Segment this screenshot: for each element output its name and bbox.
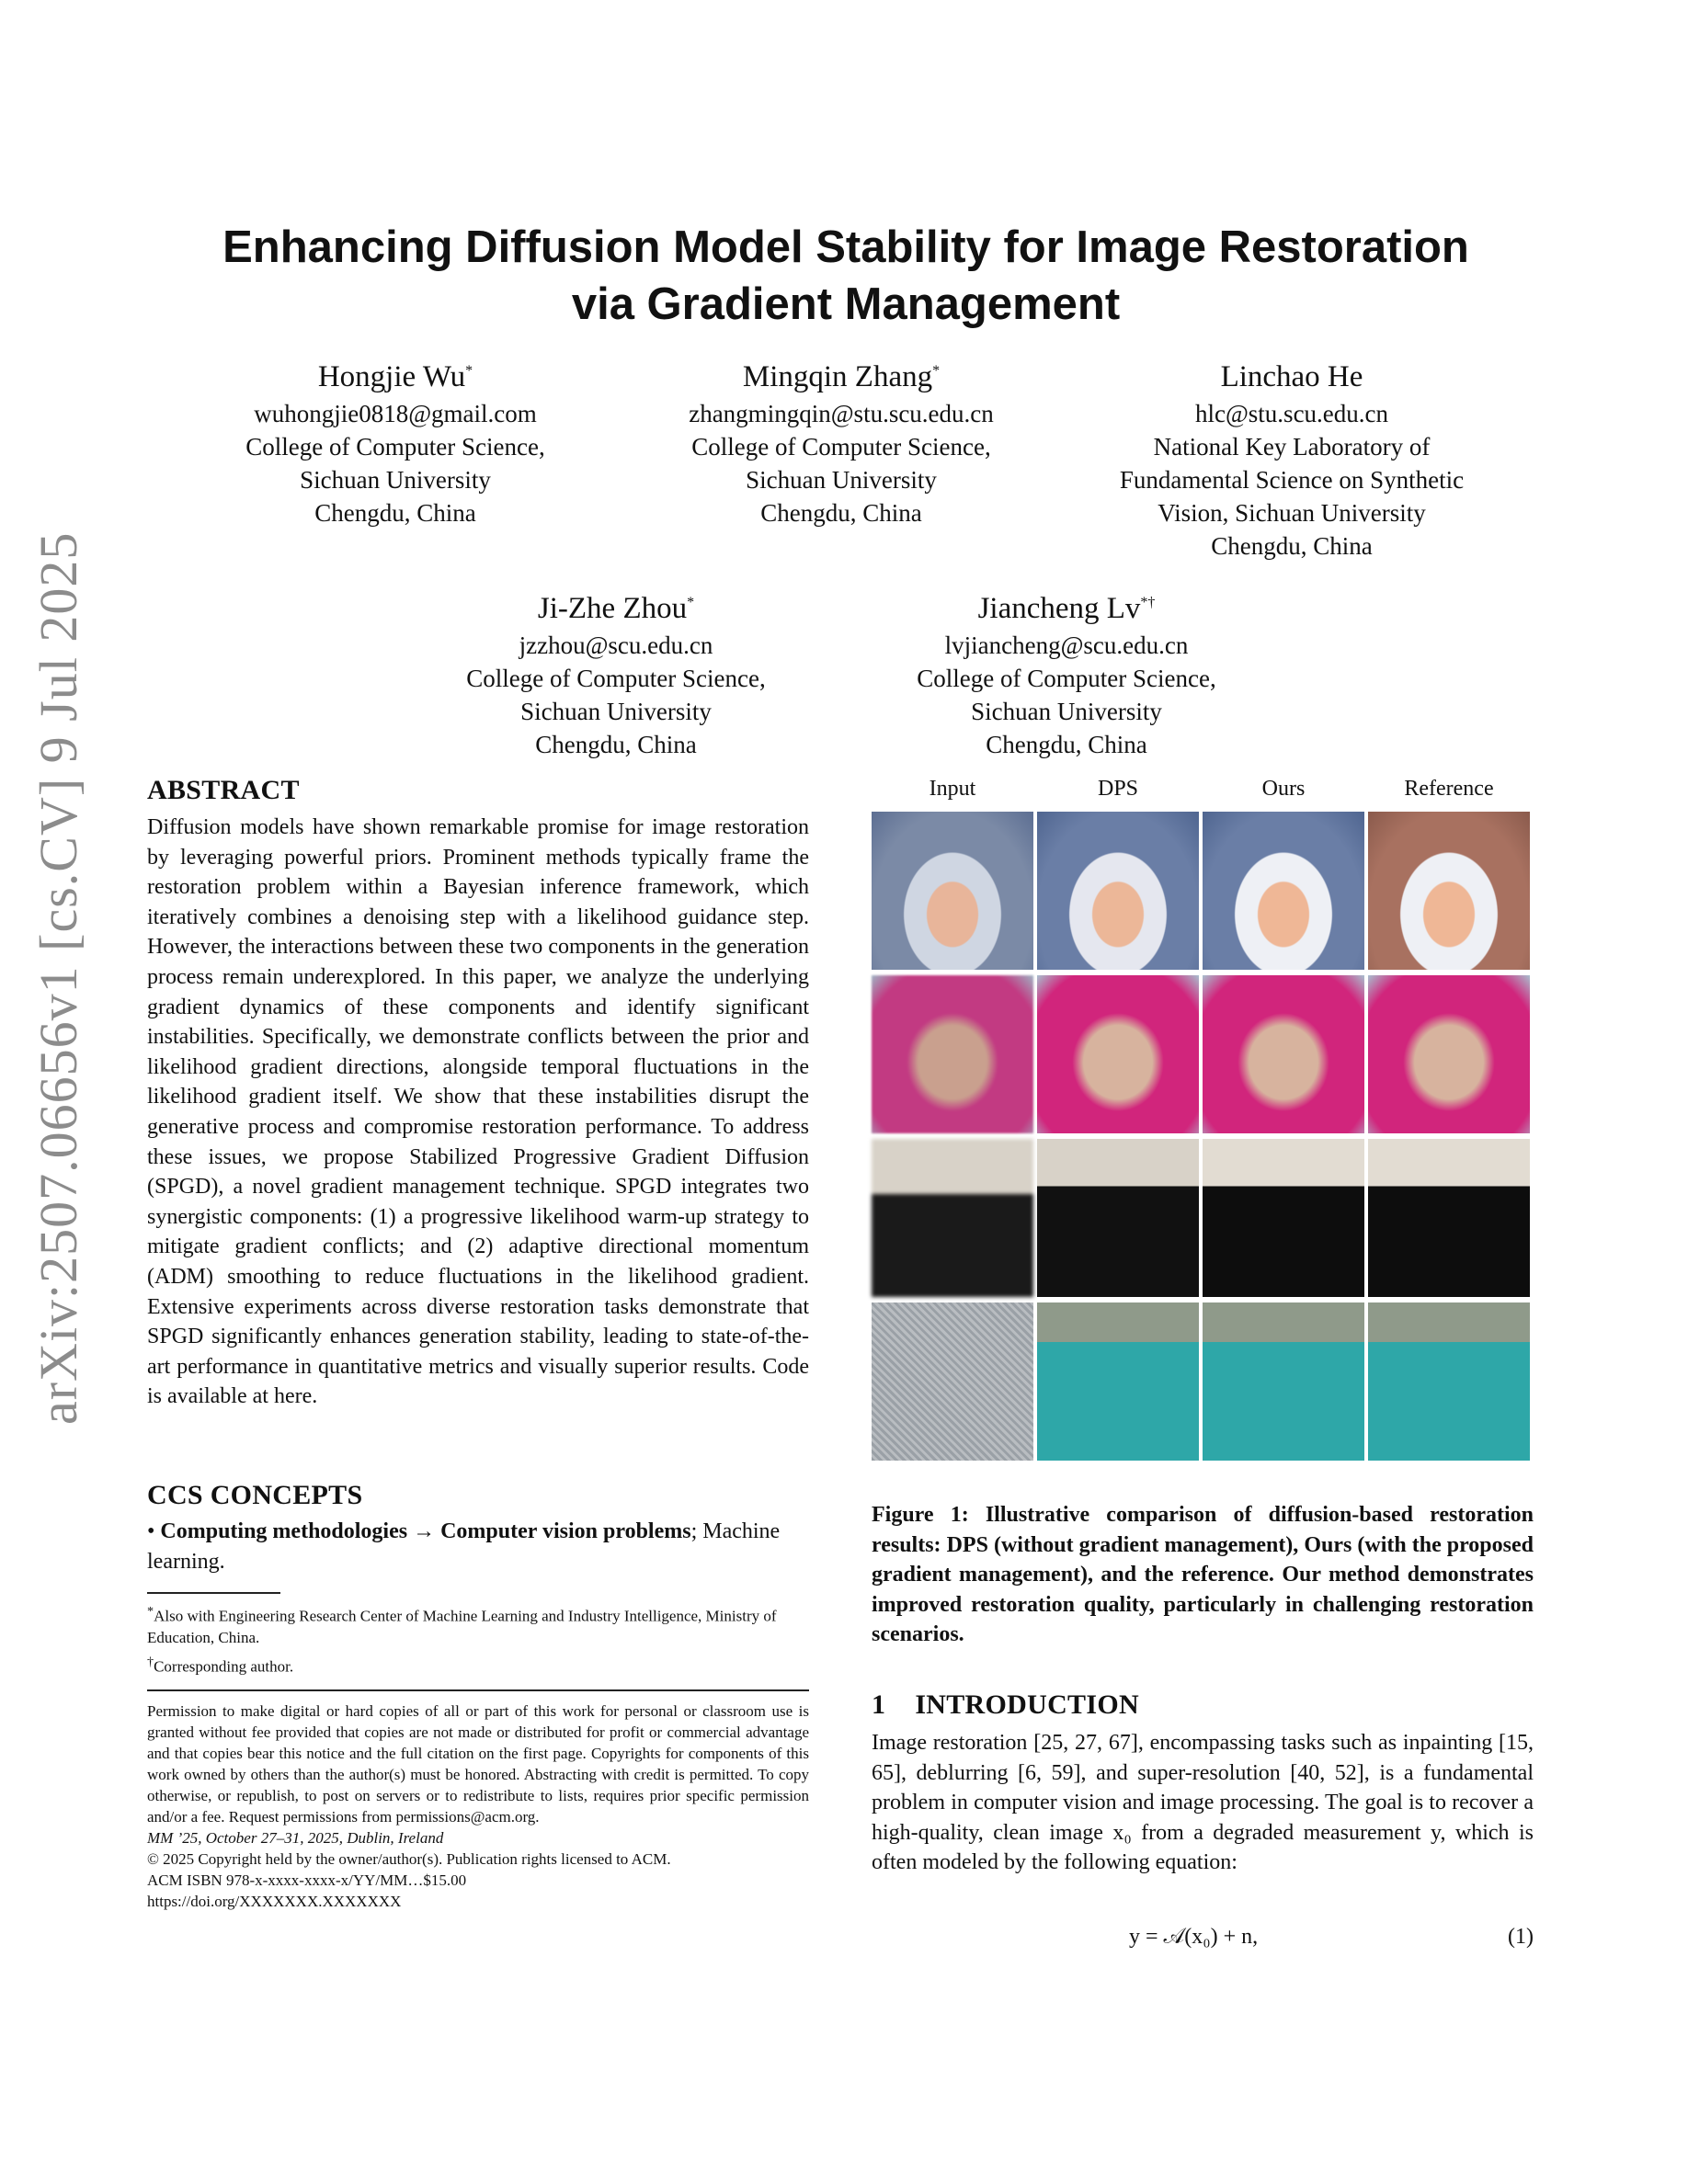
author-affiliation: Fundamental Science on Synthetic bbox=[1119, 466, 1465, 494]
figure-image-input-child bbox=[872, 975, 1033, 1133]
figure-column-label: Ours bbox=[1261, 777, 1306, 801]
author-affiliation: Sichuan University bbox=[300, 466, 491, 494]
permission-rule bbox=[147, 1689, 809, 1691]
footnote-mark: † bbox=[147, 1654, 154, 1669]
author-affiliation: Chengdu, China bbox=[535, 731, 697, 758]
ccs-concepts bbox=[147, 1517, 809, 1576]
figure-image-input-table bbox=[872, 1302, 1033, 1461]
author-name: Hongjie Wu bbox=[317, 360, 466, 393]
author-email[interactable]: lvjiancheng@scu.edu.cn bbox=[944, 631, 1189, 659]
author-block bbox=[873, 583, 1260, 761]
ccs-rest: ; Machine learning. bbox=[147, 1519, 781, 1574]
figure-image-input-router bbox=[872, 1139, 1033, 1297]
author-name: Ji-Zhe Zhou bbox=[537, 592, 688, 625]
footnotes bbox=[147, 1601, 809, 1677]
author-affiliation: College of Computer Science, bbox=[245, 433, 545, 461]
figure-image-ours-router bbox=[1203, 1139, 1364, 1297]
permission-block bbox=[147, 1701, 809, 1912]
author-name: Linchao He bbox=[1220, 360, 1363, 393]
author-affiliation: College of Computer Science, bbox=[917, 665, 1216, 692]
author-affiliation: Sichuan University bbox=[746, 466, 937, 494]
author-affiliation: Vision, Sichuan University bbox=[1158, 499, 1426, 527]
footnote-text: Also with Engineering Research Center of Machine Learning and Industry Intelligence, Ministry of Education, China. bbox=[147, 1607, 777, 1646]
ccs-bullet: • bbox=[147, 1519, 161, 1543]
author-block bbox=[648, 351, 1034, 529]
author-email[interactable]: wuhongjie0818@gmail.com bbox=[254, 400, 537, 427]
footnote-rule bbox=[147, 1592, 280, 1594]
paper-title bbox=[147, 219, 1545, 333]
abstract-heading: ABSTRACT bbox=[147, 775, 300, 805]
author-email[interactable]: hlc@stu.scu.edu.cn bbox=[1194, 400, 1389, 427]
figure-image-reference-child bbox=[1368, 975, 1530, 1133]
author-mark: * bbox=[687, 595, 695, 610]
author-affiliation: Sichuan University bbox=[971, 698, 1162, 725]
author-affiliation: Chengdu, China bbox=[314, 499, 476, 527]
isbn-text: ACM ISBN 978-x-xxxx-xxxx-x/YY/MM…$15.00 bbox=[147, 1871, 467, 1889]
author-mark: *† bbox=[1140, 595, 1156, 610]
figure-image-dps-child bbox=[1037, 975, 1199, 1133]
permission-text: Permission to make digital or hard copies of all or part of this work for personal or classroom use is granted without fee provided that copies are not made or distributed for profit or commercial advantage and that copies bear this notice and the full citation on the first page. Copyrights for components of this work owned by others than the author(s) must be honored. Abstracting with credit is permitted. To copy otherwise, or republish, to post on servers or to redistribute to lists, requires prior specific permission and/or a fee. Request permissions from permissions@acm.org. bbox=[147, 1702, 809, 1826]
doi-link[interactable]: https://doi.org/XXXXXXX.XXXXXXX bbox=[147, 1893, 402, 1910]
figure-image-reference-face bbox=[1368, 812, 1530, 970]
title-line-2: via Gradient Management bbox=[571, 279, 1121, 329]
figure-image-input-face bbox=[872, 812, 1033, 970]
figure-image-dps-router bbox=[1037, 1139, 1199, 1297]
author-mark: * bbox=[932, 363, 941, 379]
author-affiliation: Sichuan University bbox=[520, 698, 712, 725]
figure-image-reference-router bbox=[1368, 1139, 1530, 1297]
author-affiliation: College of Computer Science, bbox=[466, 665, 766, 692]
author-name: Mingqin Zhang bbox=[742, 360, 933, 393]
figure-image-ours-table bbox=[1203, 1302, 1364, 1461]
figure-column-label: Reference bbox=[1404, 777, 1494, 801]
equation-expression: y = 𝒜(x₀) + n, bbox=[1129, 1925, 1259, 1949]
figure-column-label: DPS bbox=[1097, 777, 1139, 801]
intro-heading-text: INTRODUCTION bbox=[915, 1689, 1139, 1720]
ccs-heading: CCS CONCEPTS bbox=[147, 1480, 363, 1510]
figure-image-reference-table bbox=[1368, 1302, 1530, 1461]
figure-1 bbox=[872, 777, 1534, 1475]
author-affiliation: Chengdu, China bbox=[986, 731, 1147, 758]
footnote-text: Corresponding author. bbox=[154, 1657, 294, 1676]
intro-number: 1 bbox=[872, 1689, 886, 1720]
footnote-1 bbox=[147, 1601, 809, 1648]
author-name: Jiancheng Lv bbox=[977, 592, 1141, 625]
footnote-mark: * bbox=[147, 1604, 154, 1619]
footnote-2 bbox=[147, 1652, 809, 1678]
author-email[interactable]: zhangmingqin@stu.scu.edu.cn bbox=[689, 400, 994, 427]
arxiv-side-label: arXiv:2507.06656v1 [cs.CV] 9 Jul 2025 bbox=[29, 531, 88, 1425]
equation-1 bbox=[872, 1925, 1534, 1956]
intro-text: Image restoration [25, 27, 67], encompassing tasks such as inpainting [15, 65], deblurring [6, 59], and super-resolution [40, 52], is a fundamental problem in computer vision and image processing. The goal is to recover a high-quality, clean image x₀ from a degraded measurement y, which is often modeled by the following equation: bbox=[872, 1731, 1534, 1875]
author-affiliation: College of Computer Science, bbox=[691, 433, 991, 461]
equation-number: (1) bbox=[1508, 1925, 1534, 1949]
figure-image-dps-table bbox=[1037, 1302, 1199, 1461]
venue-text: MM ’25, October 27–31, 2025, Dublin, Ireland bbox=[147, 1829, 444, 1847]
abstract-text: Diffusion models have shown remarkable promise for image restoration by leveraging powerful priors. Prominent methods typically frame the restoration problem within a Bayesian inference framework, which iteratively combines a denoising step with a likelihood guidance step. However, the interactions between these two components in the generation process remain underexplored. In this paper, we analyze the underlying gradient dynamics of these components and identify significant instabilities. Specifically, we demonstrate conflicts between the prior and likelihood gradient directions, alongside temporal fluctuations in the likelihood gradient itself. We show that these instabilities disrupt the generative process and compromise restoration performance. To address these issues, we propose Stabilized Progressive Gradient Diffusion (SPGD), a novel gradient management technique. SPGD integrates two synergistic components: (1) a progressive likelihood warm-up strategy to mitigate gradient conflicts; and (2) adaptive directional momentum (ADM) smoothing to reduce fluctuations in the likelihood gradient. Extensive experiments across diverse restoration tasks demonstrate that SPGD significantly enhances generation stability, leading to state-of-the-art performance in quantitative metrics and visually superior results. Code is available at here. bbox=[147, 815, 809, 1409]
figure-image-dps-face bbox=[1037, 812, 1199, 970]
author-block bbox=[202, 351, 588, 529]
figure-column-label: Input bbox=[929, 777, 976, 801]
figure-1-caption: Figure 1: Illustrative comparison of diffusion-based restoration results: DPS (without gradient management), Ours (with the proposed gradient management), and the reference. Our method demonstrates improved restoration quality, particularly in challenging restoration scenarios. bbox=[872, 1503, 1534, 1647]
author-affiliation: Chengdu, China bbox=[1211, 532, 1373, 560]
author-block bbox=[423, 583, 809, 761]
author-mark: * bbox=[465, 363, 473, 379]
author-block bbox=[1085, 351, 1499, 563]
author-affiliation: National Key Laboratory of bbox=[1153, 433, 1431, 461]
intro-heading bbox=[872, 1689, 1139, 1721]
author-email[interactable]: jzzhou@scu.edu.cn bbox=[519, 631, 713, 659]
figure-image-ours-face bbox=[1203, 812, 1364, 970]
copyright-text: © 2025 Copyright held by the owner/author(s). Publication rights licensed to ACM. bbox=[147, 1850, 671, 1868]
title-line-1: Enhancing Diffusion Model Stability for Image Restoration bbox=[222, 222, 1469, 272]
author-affiliation: Chengdu, China bbox=[760, 499, 922, 527]
figure-image-ours-child bbox=[1203, 975, 1364, 1133]
ccs-bold: Computing methodologies → Computer vision problems bbox=[160, 1519, 691, 1543]
